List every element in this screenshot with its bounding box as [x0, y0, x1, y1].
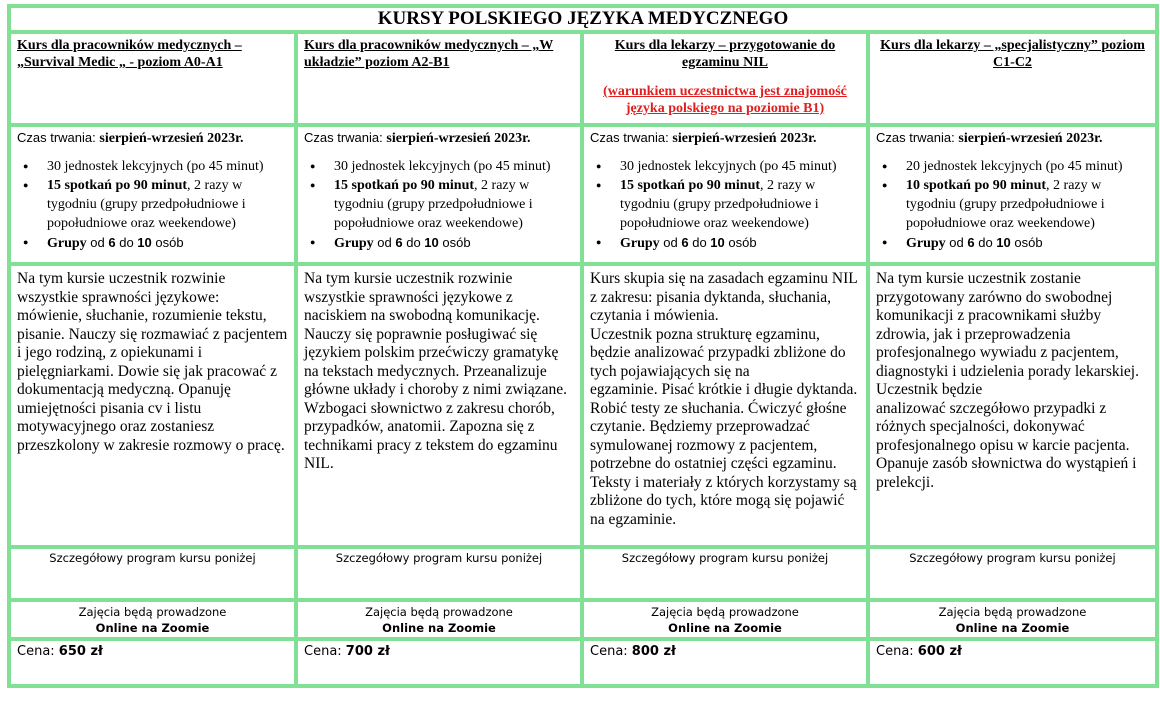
groups-to: do: [402, 235, 425, 250]
price-cell: [9, 639, 296, 686]
page-title: KURSY POLSKIEGO JĘZYKA MEDYCZNEGO: [9, 6, 1157, 32]
units-text: 30 jednostek lekcyjnych (po 45 minut): [334, 159, 551, 174]
duration-label: Czas trwania:: [17, 130, 100, 145]
list-item-units: [334, 157, 574, 176]
course-description: Na tym kursie uczestnik rozwinie wszystkie sprawności językowe z naciskiem na swobodną komunikację. Nauczy się poprawnie posługiwać się językiem polskim przećwiczy gramatykę na tekstach medycznych. Przeanalizuje główne układy i choroby z nimi związane. Wzbogaci słownictwo z zakresu chorób, przypadków, anatomii. Zapozna się z technikami pracy z tekstem do egzaminu NIL.: [296, 264, 582, 547]
list-item-meetings: [334, 176, 574, 233]
course-description: Na tym kursie uczestnik rozwinie wszystkie sprawności językowe: mówienie, słuchanie, rozumienie tekstu, pisanie. Nauczy się rozmawiać z pacjentem i jego rodziną, z opiekunami i pielęgniarkami. Dowie się jak pracować z dokumentacją medyczną. Opanuję umiejętności pisania cv i listu motywacyjnego oraz zostaniesz przeszkolony w zakresie rozmowy o pracę.: [9, 264, 296, 547]
course-header-0: [9, 32, 296, 125]
duration-cell: [9, 125, 296, 264]
mode-line1: Zajęcia będą prowadzone: [78, 605, 227, 619]
program-note: Szczegółowy program kursu poniżej: [296, 547, 582, 600]
list-item-meetings: [906, 176, 1149, 233]
course-title: Kurs dla pracowników medycznych – „Survival Medic „ - poziom A0-A1: [17, 38, 242, 70]
list-item-units: [620, 157, 860, 176]
course-header-3: [868, 32, 1157, 125]
title-row: [9, 6, 1157, 32]
list-item-units: [906, 157, 1149, 176]
duration-value: sierpień-wrzesień 2023r.: [99, 131, 244, 146]
groups-unit: osób: [724, 235, 757, 250]
list-item-meetings: [47, 176, 288, 233]
description-row: [9, 264, 1157, 547]
course-mode: [296, 600, 582, 639]
groups-from: od: [373, 235, 396, 250]
mode-line1: Zajęcia będą prowadzone: [365, 605, 513, 619]
program-note: Szczegółowy program kursu poniżej: [9, 547, 296, 600]
duration-cell: [868, 125, 1157, 264]
groups-label: Grupy: [334, 236, 374, 251]
mode-line1: Zajęcia będą prowadzone: [651, 605, 799, 619]
program-note: Szczegółowy program kursu poniżej: [868, 547, 1157, 600]
groups-unit: osób: [438, 235, 471, 250]
price-value: 600 zł: [917, 644, 962, 659]
course-details-list: [590, 157, 860, 253]
groups-max: 10: [996, 235, 1011, 250]
price-cell: [868, 639, 1157, 686]
groups-label: Grupy: [620, 236, 660, 251]
course-details-list: [17, 157, 288, 253]
meetings-text: , 2 razy w tygodniu (grupy przedpołudniowe i popołudniowe oraz weekendowe): [334, 178, 533, 231]
price-value: 650 zł: [58, 644, 103, 659]
course-mode: [9, 600, 296, 639]
list-item-units: [47, 157, 288, 176]
price-value: 800 zł: [631, 644, 676, 659]
price-cell: [582, 639, 868, 686]
list-item-meetings: [620, 176, 860, 233]
groups-min: 6: [395, 235, 403, 250]
mode-line2: Online na Zoomie: [955, 621, 1070, 635]
mode-row: [9, 600, 1157, 639]
list-item-groups: [47, 233, 288, 253]
course-header-2: [582, 32, 868, 125]
course-details-list: [876, 157, 1149, 253]
course-details-list: [304, 157, 574, 253]
meetings-text: , 2 razy w tygodniu (grupy przedpołudniowe i popołudniowe oraz weekendowe): [47, 178, 246, 231]
course-mode: [868, 600, 1157, 639]
list-item-groups: [334, 233, 574, 253]
duration-label: Czas trwania:: [876, 130, 959, 145]
duration-label: Czas trwania:: [304, 130, 387, 145]
price-cell: [296, 639, 582, 686]
course-title: Kurs dla lekarzy – „specjalistyczny” poziom C1-C2: [880, 38, 1145, 70]
groups-min: 6: [108, 235, 116, 250]
course-description: Kurs skupia się na zasadach egzaminu NIL z zakresu: pisania dyktanda, słuchania, czytania i mówienia. Uczestnik pozna strukturę egzaminu, będzie analizować przypadki zbliżone do tych pojawiających się na egzaminie. Pisać krótkie i długie dyktanda. Robić testy ze słuchania. Ćwiczyć głośne czytanie. Będziemy przeprowadzać symulowanej rozmowy z pacjentem, potrzebne do ostatniej części egzaminu. Teksty i materiały z których korzystamy są zbliżone do tych, które mogą się pojawić na egzaminie.: [582, 264, 868, 547]
mode-line2: Online na Zoomie: [668, 621, 782, 635]
groups-label: Grupy: [906, 236, 946, 251]
groups-label: Grupy: [47, 236, 87, 251]
meetings-text: , 2 razy w tygodniu (grupy przedpołudniowe i popołudniowe oraz weekendowe): [620, 178, 819, 231]
duration-value: sierpień-wrzesień 2023r.: [672, 131, 817, 146]
course-title: Kurs dla pracowników medycznych – „W układzie” poziom A2-B1: [304, 38, 554, 70]
course-table-wrapper: [7, 4, 1155, 688]
duration-cell: [582, 125, 868, 264]
duration-cell: [296, 125, 582, 264]
groups-from: od: [945, 235, 968, 250]
groups-unit: osób: [151, 235, 184, 250]
course-title: Kurs dla lekarzy – przygotowanie do egzaminu NIL: [614, 38, 836, 70]
duration-row: [9, 125, 1157, 264]
groups-from: od: [86, 235, 109, 250]
meetings-text: , 2 razy w tygodniu (grupy przedpołudniowe i popołudniowe oraz weekendowe): [906, 178, 1105, 231]
price-label: Cena:: [304, 644, 346, 659]
duration-value: sierpień-wrzesień 2023r.: [386, 131, 531, 146]
program-note: Szczegółowy program kursu poniżej: [582, 547, 868, 600]
groups-unit: osób: [1010, 235, 1043, 250]
course-mode: [582, 600, 868, 639]
list-item-groups: [620, 233, 860, 253]
groups-to: do: [974, 235, 997, 250]
price-row: [9, 639, 1157, 686]
header-row: [9, 32, 1157, 125]
mode-line2: Online na Zoomie: [95, 621, 210, 635]
units-text: 30 jednostek lekcyjnych (po 45 minut): [620, 159, 837, 174]
price-label: Cena:: [590, 644, 632, 659]
groups-to: do: [688, 235, 711, 250]
meetings-count: 15 spotkań po 90 minut: [334, 178, 475, 193]
mode-line1: Zajęcia będą prowadzone: [938, 605, 1087, 619]
price-value: 700 zł: [345, 644, 390, 659]
program-row: [9, 547, 1157, 600]
course-table: [7, 4, 1159, 688]
price-label: Cena:: [17, 644, 59, 659]
groups-max: 10: [424, 235, 439, 250]
units-text: 20 jednostek lekcyjnych (po 45 minut): [906, 159, 1123, 174]
groups-to: do: [115, 235, 138, 250]
list-item-groups: [906, 233, 1149, 253]
meetings-count: 15 spotkań po 90 minut: [620, 178, 761, 193]
course-header-1: [296, 32, 582, 125]
units-text: 30 jednostek lekcyjnych (po 45 minut): [47, 159, 264, 174]
course-description: Na tym kursie uczestnik zostanie przygotowany zarówno do swobodnej komunikacji z pracownikami służby zdrowia, jak i przeprowadzenia profesjonalnego wywiadu z pacjentem, diagnostyki i udzielenia porady lekarskiej. Uczestnik będzie analizować szczegółowo przypadki z różnych specjalności, dokonywać profesjonalnego opisu w karcie pacjenta. Opanuje zasób słownictwa do wystąpień i prelekcji.: [868, 264, 1157, 547]
duration-value: sierpień-wrzesień 2023r.: [958, 131, 1103, 146]
groups-min: 6: [681, 235, 689, 250]
meetings-count: 10 spotkań po 90 minut: [906, 178, 1047, 193]
groups-max: 10: [710, 235, 725, 250]
groups-max: 10: [137, 235, 152, 250]
meetings-count: 15 spotkań po 90 minut: [47, 178, 188, 193]
mode-line2: Online na Zoomie: [382, 621, 496, 635]
duration-label: Czas trwania:: [590, 130, 673, 145]
price-label: Cena:: [876, 644, 918, 659]
requirement-note: (warunkiem uczestnictwa jest znajomość języka polskiego na poziomie B1): [603, 84, 847, 116]
groups-min: 6: [967, 235, 975, 250]
groups-from: od: [659, 235, 682, 250]
